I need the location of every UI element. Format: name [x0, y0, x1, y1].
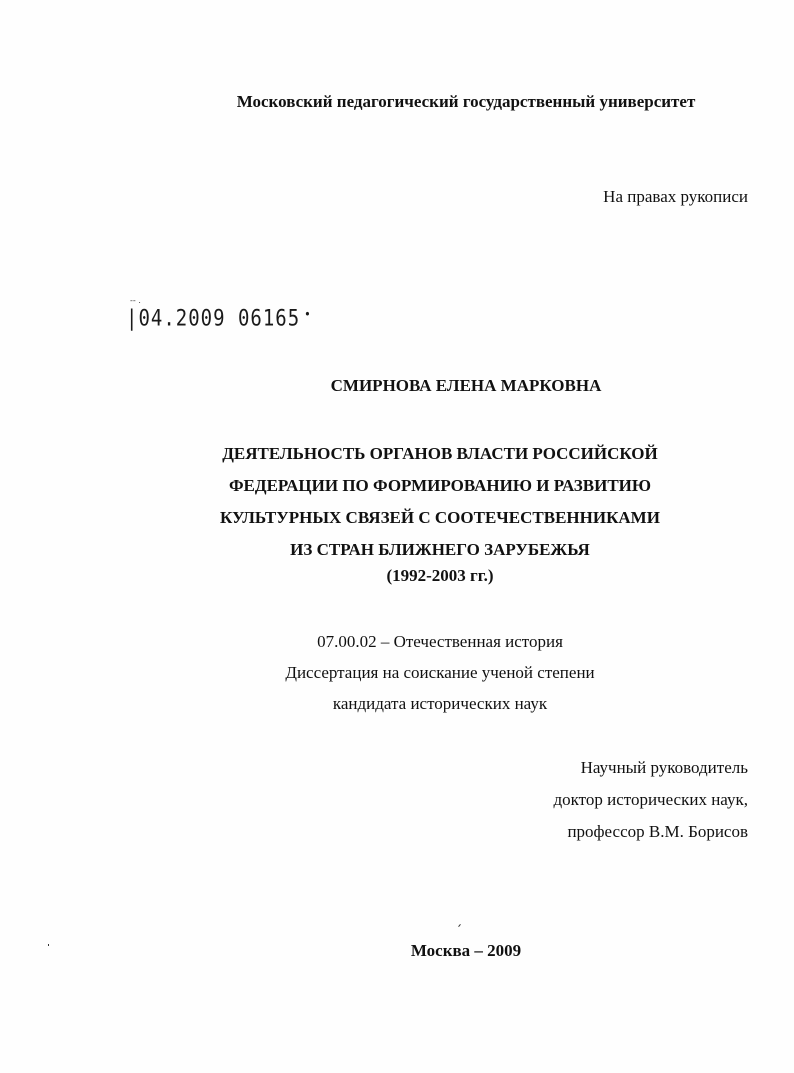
degree-purpose: Диссертация на соискание ученой степени — [285, 663, 595, 682]
title-years: (1992-2003 гг.) — [386, 566, 494, 585]
author-name: СМИРНОВА ЕЛЕНА МАРКОВНА — [330, 376, 602, 395]
advisor-role: Научный руководитель — [580, 758, 748, 777]
specialty-code: 07.00.02 – Отечественная история — [317, 632, 563, 651]
stamp-prefix: | — [126, 306, 139, 332]
advisor-block — [553, 752, 748, 848]
city-year: Москва – 2009 — [410, 941, 522, 960]
specialty-block — [190, 626, 690, 719]
title-line: ИЗ СТРАН БЛИЖНЕГО ЗАРУБЕЖЬЯ — [290, 540, 590, 559]
scan-speck — [458, 924, 461, 927]
university-name: Московский педагогический государственный университет — [236, 92, 696, 111]
dissertation-title — [170, 438, 710, 566]
degree-name: кандидата исторических наук — [332, 694, 548, 713]
title-line: ДЕЯТЕЛЬНОСТЬ ОРГАНОВ ВЛАСТИ РОССИЙСКОЙ — [222, 444, 658, 463]
advisor-name: профессор В.М. Борисов — [567, 822, 748, 841]
title-line: ФЕДЕРАЦИИ ПО ФОРМИРОВАНИЮ И РАЗВИТИЮ — [228, 476, 652, 495]
title-line: КУЛЬТУРНЫХ СВЯЗЕЙ С СООТЕЧЕСТВЕННИКАМИ — [220, 508, 660, 527]
advisor-degree: доктор исторических наук, — [553, 790, 748, 809]
stamp-number: 04.2009 06165 — [138, 306, 301, 332]
registration-stamp — [126, 306, 312, 331]
manuscript-rights-note: На правах рукописи — [603, 187, 748, 206]
stamp-dot: • — [304, 307, 312, 323]
stamp-mark: -- . — [130, 296, 141, 305]
